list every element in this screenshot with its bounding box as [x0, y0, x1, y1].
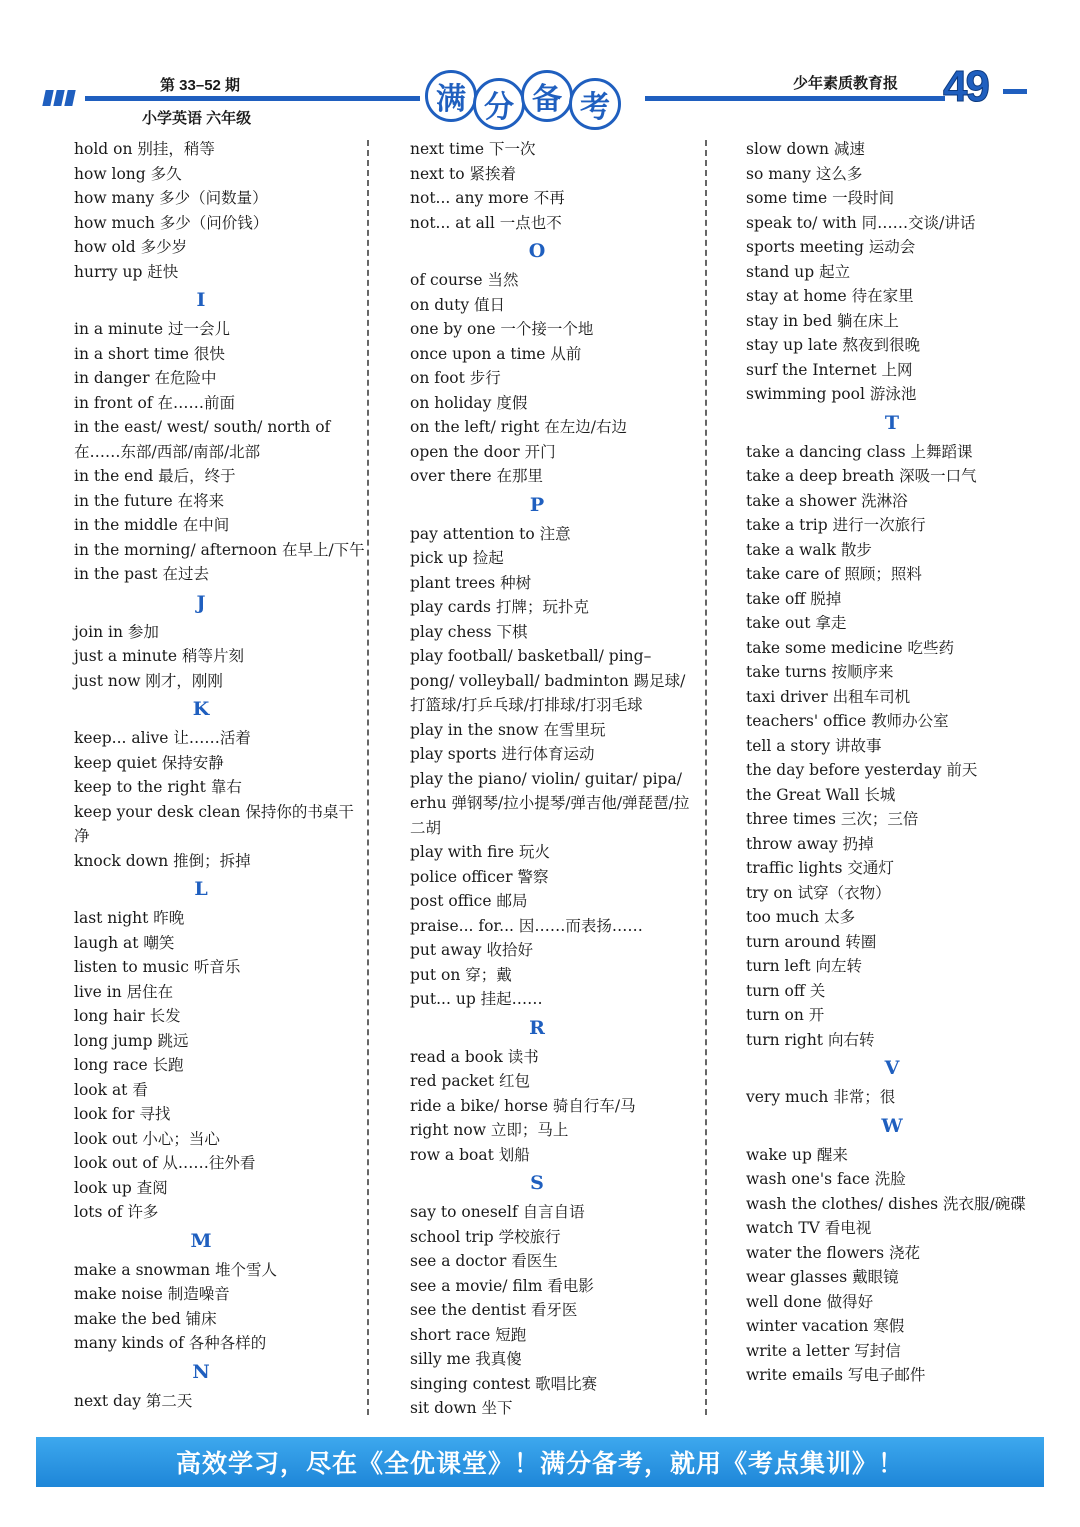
phrase-entry: many kinds of 各种各样的	[74, 1334, 267, 1352]
phrase-entry: of course 当然	[410, 271, 519, 289]
phrase-entry: in the morning/ afternoon 在早上/下午	[74, 540, 365, 559]
phrase-entry: plant trees 种树	[410, 573, 532, 592]
phrase-entry: put... up 挂起……	[410, 990, 543, 1008]
phrase-entry: so many 这么多	[746, 164, 863, 183]
phrase-entry: very much 非常；很	[746, 1088, 896, 1106]
phrase-entry: police officer 警察	[410, 867, 549, 886]
phrase-entry: three times 三次；三倍	[746, 810, 919, 828]
page-number: 49	[943, 62, 988, 111]
phrase-entry: see a movie/ film 看电影	[410, 1276, 594, 1295]
phrase-entry: on duty 值日	[410, 295, 506, 314]
phrase-entry: take some medicine 吃些药	[746, 638, 955, 657]
phrase-entry: just now 刚才，刚刚	[74, 671, 223, 690]
phrase-entry: knock down 推倒；拆掉	[74, 851, 251, 870]
phrase-entry: take care of 照顾；照料	[746, 565, 922, 583]
phrase-entry: put on 穿；戴	[410, 965, 512, 984]
banner-char: 满	[425, 70, 477, 122]
phrase-entry: lots of 许多	[74, 1203, 159, 1221]
grade-label: 小学英语 六年级	[142, 110, 252, 127]
phrase-entry: read a book 读书	[410, 1047, 539, 1066]
phrase-entry: in the east/ west/ south/ north of 在……东部/西部/南部/北部	[74, 418, 331, 461]
phrase-entry: play chess 下棋	[410, 622, 528, 641]
phrase-entry: turn on 开	[746, 1006, 825, 1024]
section-letter: V	[884, 1057, 900, 1079]
phrase-entry: look at 看	[74, 1080, 148, 1099]
phrase-entry: say to oneself 自言自语	[410, 1203, 585, 1221]
phrase-entry: on the left/ right 在左边/右边	[410, 418, 627, 436]
phrase-entry: in the past 在过去	[74, 565, 209, 583]
phrase-entry: traffic lights 交通灯	[746, 859, 894, 877]
phrase-entry: right now 立即；马上	[410, 1121, 569, 1139]
phrase-entry: live in 居住在	[74, 982, 174, 1001]
section-letter: M	[190, 1229, 212, 1252]
page-header	[0, 0, 1080, 135]
phrase-entry: stay up late 熬夜到很晚	[746, 336, 920, 354]
phrase-entry: hold on 别挂，稍等	[74, 140, 215, 158]
phrase-entry: look out of 从……往外看	[74, 1154, 256, 1172]
phrase-entry: try on 试穿（衣物）	[746, 883, 891, 902]
phrase-entry: take off 脱掉	[746, 589, 842, 608]
phrase-entry: play the piano/ violin/ guitar/ pipa/ erhu 弹钢琴/拉小提琴/弹吉他/弹琵琶/拉二胡	[410, 769, 690, 837]
banner-title	[425, 70, 617, 130]
phrase-entry: well done 做得好	[746, 1292, 874, 1311]
section-letter: I	[196, 289, 206, 311]
phrase-entry: too much 太多	[746, 908, 856, 926]
phrase-column-3	[744, 137, 1040, 1388]
phrase-entry: how old 多少岁	[74, 238, 188, 256]
footer-slogan: 高效学习，尽在《全优课堂》！满分备考，就用《考点集训》！	[175, 1449, 904, 1478]
phrase-entry: over there 在那里	[410, 467, 543, 485]
phrase-entry: long jump 跳远	[74, 1031, 189, 1050]
phrase-entry: wake up 醒来	[746, 1145, 848, 1164]
phrase-entry: swimming pool 游泳池	[746, 385, 917, 403]
column-divider	[367, 140, 369, 1415]
section-letter: S	[530, 1172, 544, 1194]
issue-range: 第 33–52 期	[160, 77, 241, 94]
phrase-entry: play with fire 玩火	[410, 843, 551, 861]
phrase-entry: see the dentist 看牙医	[410, 1301, 578, 1319]
banner-char: 考	[569, 78, 621, 130]
phrase-entry: see a doctor 看医生	[410, 1252, 558, 1270]
phrase-entry: short race 短跑	[410, 1325, 527, 1344]
phrase-entry: in danger 在危险中	[74, 369, 217, 387]
section-letter: J	[196, 591, 206, 614]
phrase-entry: sports meeting 运动会	[746, 238, 916, 256]
phrase-entry: long hair 长发	[74, 1007, 181, 1025]
section-letter: N	[192, 1360, 210, 1383]
phrase-entry: put away 收拾好	[410, 941, 533, 959]
phrase-entry: look up 查阅	[74, 1178, 168, 1197]
phrase-entry: play in the snow 在雪里玩	[410, 720, 606, 739]
section-letter: W	[881, 1114, 903, 1137]
phrase-entry: keep to the right 靠右	[74, 778, 242, 796]
phrase-entry: look out 小心；当心	[74, 1129, 220, 1148]
phrase-entry: take a trip 进行一次旅行	[746, 516, 926, 534]
column-divider	[705, 140, 707, 1415]
phrase-entry: red packet 红包	[410, 1072, 530, 1090]
phrase-entry: in front of 在……前面	[74, 393, 235, 412]
phrase-entry: take a deep breath 深吸一口气	[746, 467, 977, 485]
phrase-entry: speak to/ with 同……交谈/讲话	[746, 213, 976, 232]
phrase-entry: make the bed 铺床	[74, 1309, 217, 1328]
phrase-entry: water the flowers 浇花	[746, 1243, 920, 1262]
phrase-entry: pick up 捡起	[410, 549, 504, 567]
phrase-entry: take a dancing class 上舞蹈课	[746, 442, 973, 461]
phrase-entry: taxi driver 出租车司机	[746, 687, 911, 706]
phrase-entry: singing contest 歌唱比赛	[410, 1374, 598, 1393]
phrase-entry: one by one 一个接一个地	[410, 320, 594, 338]
phrase-entry: surf the Internet 上网	[746, 360, 913, 379]
phrase-entry: praise... for... 因……而表扬……	[410, 916, 643, 935]
phrase-entry: take a walk 散步	[746, 540, 872, 559]
footer-banner	[36, 1437, 1044, 1487]
phrase-entry: take out 拿走	[746, 614, 847, 632]
phrase-entry: sit down 坐下	[410, 1399, 513, 1417]
phrase-entry: keep quiet 保持安静	[74, 753, 224, 772]
phrase-entry: slow down 减速	[746, 140, 865, 158]
phrase-entry: listen to music 听音乐	[74, 958, 241, 976]
phrase-entry: on foot 步行	[410, 369, 501, 387]
phrase-entry: long race 长跑	[74, 1056, 184, 1074]
section-letter: R	[529, 1016, 545, 1039]
section-letter: O	[528, 240, 546, 262]
phrase-entry: the day before yesterday 前天	[746, 761, 978, 779]
phrase-entry: write a letter 写封信	[746, 1341, 901, 1360]
phrase-entry: next to 紧挨着	[410, 164, 517, 183]
phrase-entry: ride a bike/ horse 骑自行车/马	[410, 1096, 636, 1115]
section-letter: L	[194, 878, 208, 900]
phrase-entry: open the door 开门	[410, 442, 556, 461]
phrase-column-2	[378, 137, 696, 1421]
phrase-entry: throw away 扔掉	[746, 834, 874, 853]
phrase-entry: row a boat 划船	[410, 1145, 530, 1164]
phrase-entry: write emails 写电子邮件	[746, 1366, 926, 1384]
phrase-entry: on holiday 度假	[410, 393, 528, 412]
phrase-entry: how much 多少（问价钱）	[74, 213, 269, 232]
header-bars-decoration	[44, 90, 77, 110]
phrase-entry: stand up 起立	[746, 262, 851, 281]
phrase-entry: take turns 按顺序来	[746, 663, 894, 681]
banner-char: 备	[521, 70, 573, 122]
phrase-entry: not... at all 一点也不	[410, 213, 562, 232]
phrase-entry: play football/ basketball/ ping– pong/ volleyball/ badminton 踢足球/打篮球/打乒乓球/打排球/打羽毛球	[410, 647, 686, 714]
phrase-column-1	[42, 137, 365, 1413]
section-letter: P	[529, 493, 545, 516]
phrase-entry: how long 多久	[74, 164, 182, 183]
phrase-entry: last night 昨晚	[74, 909, 185, 927]
phrase-entry: take a shower 洗淋浴	[746, 491, 908, 510]
phrase-entry: wash one's face 洗脸	[746, 1170, 906, 1188]
phrase-entry: silly me 我真傻	[410, 1350, 522, 1368]
phrase-entry: turn off 关	[746, 981, 826, 1000]
phrase-entry: not... any more 不再	[410, 189, 565, 207]
phrase-entry: the Great Wall 长城	[746, 785, 896, 804]
phrase-entry: turn right 向右转	[746, 1030, 875, 1049]
phrase-entry: post office 邮局	[410, 892, 528, 910]
header-rule-right	[645, 96, 945, 101]
header-rule-left	[85, 96, 420, 101]
phrase-entry: teachers' office 教师办公室	[746, 712, 949, 730]
phrase-entry: make a snowman 堆个雪人	[74, 1260, 277, 1279]
newspaper-name: 少年素质教育报	[793, 75, 899, 92]
phrase-entry: watch TV 看电视	[746, 1219, 872, 1237]
phrase-entry: how many 多少（问数量）	[74, 189, 268, 207]
phrase-entry: look for 寻找	[74, 1105, 171, 1123]
phrase-entry: stay in bed 躺在床上	[746, 311, 899, 330]
phrase-entry: make noise 制造噪音	[74, 1285, 230, 1303]
phrase-entry: next day 第二天	[74, 1391, 193, 1410]
phrase-entry: tell a story 讲故事	[746, 736, 882, 755]
section-letter: T	[884, 411, 900, 434]
phrase-entry: in a minute 过一会儿	[74, 320, 230, 338]
phrase-entry: wear glasses 戴眼镜	[746, 1268, 899, 1286]
phrase-entry: some time 一段时间	[746, 189, 895, 207]
header-rule-tail	[1003, 89, 1027, 94]
phrase-entry: stay at home 待在家里	[746, 287, 914, 305]
phrase-entry: laugh at 嘲笑	[74, 933, 175, 952]
banner-char: 分	[473, 78, 525, 130]
phrase-entry: next time 下一次	[410, 140, 536, 158]
phrase-entry: just a minute 稍等片刻	[74, 647, 245, 665]
phrase-entry: join in 参加	[74, 622, 159, 641]
phrase-entry: school trip 学校旅行	[410, 1227, 561, 1246]
phrase-entry: keep... alive 让……活着	[74, 729, 251, 747]
phrase-entry: play sports 进行体育运动	[410, 745, 595, 763]
phrase-entry: in the middle 在中间	[74, 516, 230, 534]
phrase-entry: in a short time 很快	[74, 344, 225, 363]
phrase-entry: in the future 在将来	[74, 491, 225, 510]
phrase-entry: play cards 打牌；玩扑克	[410, 598, 589, 616]
phrase-entry: in the end 最后，终于	[74, 467, 236, 485]
section-letter: K	[192, 698, 210, 720]
phrase-entry: turn around 转圈	[746, 932, 877, 951]
phrase-entry: winter vacation 寒假	[746, 1317, 905, 1335]
phrase-entry: pay attention to 注意	[410, 524, 571, 543]
phrase-entry: once upon a time 从前	[410, 344, 582, 363]
phrase-entry: keep your desk clean 保持你的书桌干净	[74, 802, 354, 845]
phrase-entry: hurry up 赶快	[74, 262, 179, 281]
phrase-entry: wash the clothes/ dishes 洗衣服/碗碟	[746, 1194, 1026, 1213]
phrase-entry: turn left 向左转	[746, 957, 863, 975]
